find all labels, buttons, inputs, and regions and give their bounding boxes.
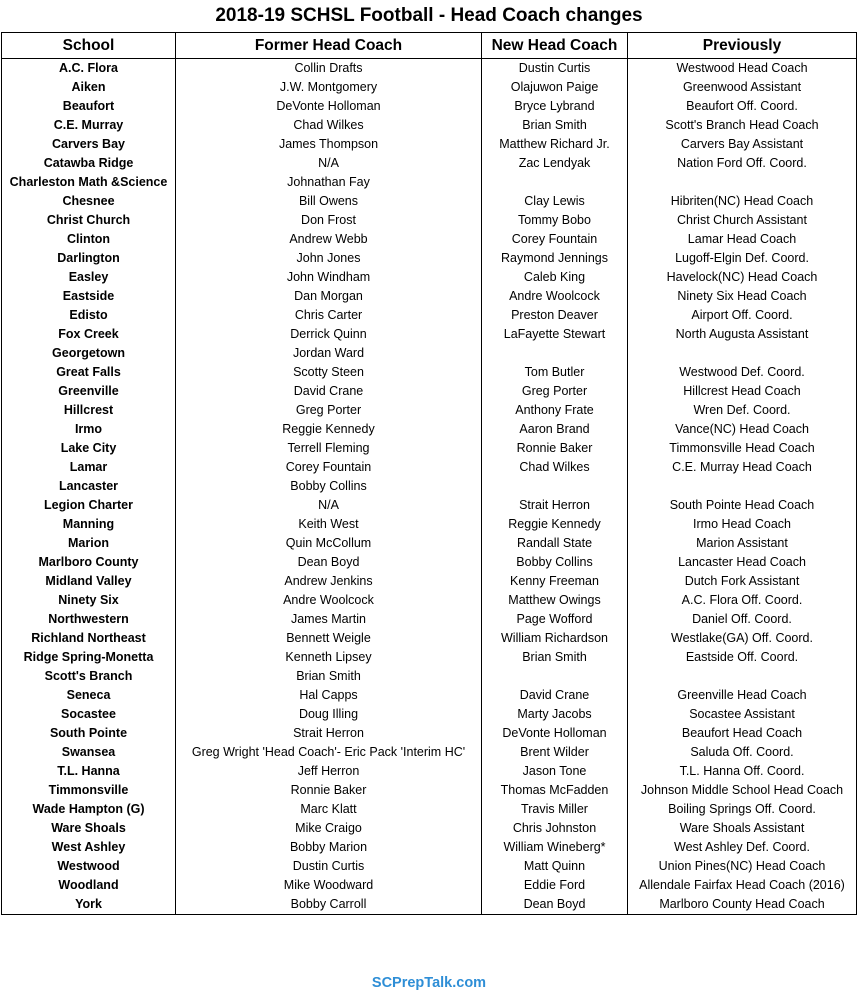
footer-site-link[interactable]: SCPrepTalk.com — [371, 975, 487, 991]
new-head-coach-cell: Corey Fountain — [482, 230, 628, 249]
school-cell: Beaufort — [2, 97, 176, 116]
school-cell: Fox Creek — [2, 325, 176, 344]
former-head-coach-cell: Andrew Jenkins — [176, 572, 482, 591]
former-head-coach-cell: Mike Craigo — [176, 819, 482, 838]
former-head-coach-cell: Bill Owens — [176, 192, 482, 211]
table-row — [2, 515, 857, 534]
previously-cell: Eastside Off. Coord. — [628, 648, 857, 667]
table-row — [2, 762, 857, 781]
previously-cell: Lancaster Head Coach — [628, 553, 857, 572]
former-head-coach-cell: Derrick Quinn — [176, 325, 482, 344]
table-row — [2, 230, 857, 249]
table-row — [2, 192, 857, 211]
previously-cell: Ninety Six Head Coach — [628, 287, 857, 306]
school-cell: Swansea — [2, 743, 176, 762]
table-row — [2, 382, 857, 401]
table-row — [2, 306, 857, 325]
table-row — [2, 743, 857, 762]
school-cell: Lamar — [2, 458, 176, 477]
previously-cell: Union Pines(NC) Head Coach — [628, 857, 857, 876]
new-head-coach-cell: Ronnie Baker — [482, 439, 628, 458]
previously-cell — [628, 667, 857, 686]
previously-cell — [628, 477, 857, 496]
new-head-coach-cell: Strait Herron — [482, 496, 628, 515]
school-cell: Legion Charter — [2, 496, 176, 515]
previously-cell: Beaufort Off. Coord. — [628, 97, 857, 116]
table-row — [2, 800, 857, 819]
new-head-coach-cell — [482, 173, 628, 192]
previously-cell: Ware Shoals Assistant — [628, 819, 857, 838]
table-row — [2, 420, 857, 439]
school-cell: Aiken — [2, 78, 176, 97]
school-cell: Ninety Six — [2, 591, 176, 610]
former-head-coach-cell: Collin Drafts — [176, 59, 482, 79]
school-cell: Clinton — [2, 230, 176, 249]
former-head-coach-cell: Jordan Ward — [176, 344, 482, 363]
table-row — [2, 876, 857, 895]
previously-cell: South Pointe Head Coach — [628, 496, 857, 515]
former-head-coach-cell: Mike Woodward — [176, 876, 482, 895]
header-previously: Previously — [628, 33, 857, 59]
former-head-coach-cell: Dean Boyd — [176, 553, 482, 572]
school-cell: Greenville — [2, 382, 176, 401]
table-row — [2, 724, 857, 743]
school-cell: Woodland — [2, 876, 176, 895]
new-head-coach-cell: Tom Butler — [482, 363, 628, 382]
school-cell: Easley — [2, 268, 176, 287]
table-row — [2, 97, 857, 116]
new-head-coach-cell: Matthew Owings — [482, 591, 628, 610]
former-head-coach-cell: Johnathan Fay — [176, 173, 482, 192]
new-head-coach-cell: Dean Boyd — [482, 895, 628, 915]
previously-cell: Hillcrest Head Coach — [628, 382, 857, 401]
previously-cell: A.C. Flora Off. Coord. — [628, 591, 857, 610]
former-head-coach-cell: Corey Fountain — [176, 458, 482, 477]
table-row — [2, 781, 857, 800]
school-cell: York — [2, 895, 176, 915]
former-head-coach-cell: Andrew Webb — [176, 230, 482, 249]
previously-cell: Greenville Head Coach — [628, 686, 857, 705]
school-cell: A.C. Flora — [2, 59, 176, 79]
new-head-coach-cell: DeVonte Holloman — [482, 724, 628, 743]
previously-cell: Westwood Def. Coord. — [628, 363, 857, 382]
previously-cell: Vance(NC) Head Coach — [628, 420, 857, 439]
previously-cell: Havelock(NC) Head Coach — [628, 268, 857, 287]
new-head-coach-cell: Raymond Jennings — [482, 249, 628, 268]
school-cell: Georgetown — [2, 344, 176, 363]
new-head-coach-cell: Dustin Curtis — [482, 59, 628, 79]
former-head-coach-cell: Scotty Steen — [176, 363, 482, 382]
new-head-coach-cell: Eddie Ford — [482, 876, 628, 895]
table-row — [2, 895, 857, 915]
school-cell: Chesnee — [2, 192, 176, 211]
table-row — [2, 287, 857, 306]
new-head-coach-cell: Olajuwon Paige — [482, 78, 628, 97]
new-head-coach-cell: Matthew Richard Jr. — [482, 135, 628, 154]
new-head-coach-cell: William Wineberg* — [482, 838, 628, 857]
previously-cell — [628, 173, 857, 192]
table-row — [2, 59, 857, 79]
previously-cell: Daniel Off. Coord. — [628, 610, 857, 629]
table-row — [2, 363, 857, 382]
new-head-coach-cell: Bobby Collins — [482, 553, 628, 572]
former-head-coach-cell: J.W. Montgomery — [176, 78, 482, 97]
table-row — [2, 610, 857, 629]
school-cell: Darlington — [2, 249, 176, 268]
former-head-coach-cell: Bobby Collins — [176, 477, 482, 496]
new-head-coach-cell: Brent Wilder — [482, 743, 628, 762]
previously-cell: Nation Ford Off. Coord. — [628, 154, 857, 173]
table-row — [2, 705, 857, 724]
former-head-coach-cell: Ronnie Baker — [176, 781, 482, 800]
new-head-coach-cell: Preston Deaver — [482, 306, 628, 325]
former-head-coach-cell: John Jones — [176, 249, 482, 268]
school-cell: Irmo — [2, 420, 176, 439]
school-cell: West Ashley — [2, 838, 176, 857]
table-row — [2, 496, 857, 515]
school-cell: Westwood — [2, 857, 176, 876]
former-head-coach-cell: Dan Morgan — [176, 287, 482, 306]
school-cell: Eastside — [2, 287, 176, 306]
school-cell: Socastee — [2, 705, 176, 724]
new-head-coach-cell: Chris Johnston — [482, 819, 628, 838]
former-head-coach-cell: Reggie Kennedy — [176, 420, 482, 439]
school-cell: South Pointe — [2, 724, 176, 743]
previously-cell: Dutch Fork Assistant — [628, 572, 857, 591]
header-former-head-coach: Former Head Coach — [176, 33, 482, 59]
former-head-coach-cell: Andre Woolcock — [176, 591, 482, 610]
former-head-coach-cell: Dustin Curtis — [176, 857, 482, 876]
previously-cell: Allendale Fairfax Head Coach (2016) — [628, 876, 857, 895]
school-cell: Richland Northeast — [2, 629, 176, 648]
new-head-coach-cell: David Crane — [482, 686, 628, 705]
table-row — [2, 401, 857, 420]
new-head-coach-cell: Travis Miller — [482, 800, 628, 819]
new-head-coach-cell: Brian Smith — [482, 116, 628, 135]
new-head-coach-cell: Zac Lendyak — [482, 154, 628, 173]
new-head-coach-cell: Matt Quinn — [482, 857, 628, 876]
new-head-coach-cell: Page Wofford — [482, 610, 628, 629]
previously-cell: Marlboro County Head Coach — [628, 895, 857, 915]
new-head-coach-cell: Clay Lewis — [482, 192, 628, 211]
new-head-coach-cell: Reggie Kennedy — [482, 515, 628, 534]
former-head-coach-cell: Bobby Carroll — [176, 895, 482, 915]
new-head-coach-cell: Tommy Bobo — [482, 211, 628, 230]
new-head-coach-cell: Anthony Frate — [482, 401, 628, 420]
table-row — [2, 325, 857, 344]
table-row — [2, 553, 857, 572]
table-row — [2, 477, 857, 496]
former-head-coach-cell: Greg Porter — [176, 401, 482, 420]
new-head-coach-cell: Chad Wilkes — [482, 458, 628, 477]
new-head-coach-cell: LaFayette Stewart — [482, 325, 628, 344]
school-cell: Timmonsville — [2, 781, 176, 800]
new-head-coach-cell — [482, 344, 628, 363]
school-cell: Northwestern — [2, 610, 176, 629]
table-row — [2, 78, 857, 97]
new-head-coach-cell: William Richardson — [482, 629, 628, 648]
table-row — [2, 154, 857, 173]
former-head-coach-cell: John Windham — [176, 268, 482, 287]
table-row — [2, 857, 857, 876]
former-head-coach-cell: Strait Herron — [176, 724, 482, 743]
previously-cell: T.L. Hanna Off. Coord. — [628, 762, 857, 781]
former-head-coach-cell: James Thompson — [176, 135, 482, 154]
new-head-coach-cell: Kenny Freeman — [482, 572, 628, 591]
previously-cell: North Augusta Assistant — [628, 325, 857, 344]
previously-cell: Airport Off. Coord. — [628, 306, 857, 325]
previously-cell: Socastee Assistant — [628, 705, 857, 724]
new-head-coach-cell: Caleb King — [482, 268, 628, 287]
table-row — [2, 572, 857, 591]
school-cell: Catawba Ridge — [2, 154, 176, 173]
school-cell: T.L. Hanna — [2, 762, 176, 781]
school-cell: Midland Valley — [2, 572, 176, 591]
former-head-coach-cell: DeVonte Holloman — [176, 97, 482, 116]
school-cell: Great Falls — [2, 363, 176, 382]
new-head-coach-cell: Randall State — [482, 534, 628, 553]
school-cell: Marion — [2, 534, 176, 553]
former-head-coach-cell: Bennett Weigle — [176, 629, 482, 648]
former-head-coach-cell: Chris Carter — [176, 306, 482, 325]
page-title: 2018-19 SCHSL Football - Head Coach changes — [215, 5, 643, 26]
former-head-coach-cell: Chad Wilkes — [176, 116, 482, 135]
previously-cell: Marion Assistant — [628, 534, 857, 553]
former-head-coach-cell: Quin McCollum — [176, 534, 482, 553]
school-cell: Charleston Math &Science — [2, 173, 176, 192]
school-cell: Wade Hampton (G) — [2, 800, 176, 819]
table-row — [2, 173, 857, 192]
school-cell: Edisto — [2, 306, 176, 325]
school-cell: Christ Church — [2, 211, 176, 230]
table-row — [2, 135, 857, 154]
former-head-coach-cell: Bobby Marion — [176, 838, 482, 857]
previously-cell: Scott's Branch Head Coach — [628, 116, 857, 135]
table-row — [2, 591, 857, 610]
school-cell: Lancaster — [2, 477, 176, 496]
new-head-coach-cell: Greg Porter — [482, 382, 628, 401]
coach-changes-table — [1, 32, 857, 915]
school-cell: Marlboro County — [2, 553, 176, 572]
previously-cell: Hibriten(NC) Head Coach — [628, 192, 857, 211]
header-row — [2, 33, 857, 59]
former-head-coach-cell: N/A — [176, 154, 482, 173]
table-row — [2, 534, 857, 553]
previously-cell: Timmonsville Head Coach — [628, 439, 857, 458]
former-head-coach-cell: Don Frost — [176, 211, 482, 230]
former-head-coach-cell: David Crane — [176, 382, 482, 401]
previously-cell: Lugoff-Elgin Def. Coord. — [628, 249, 857, 268]
table-row — [2, 667, 857, 686]
table-row — [2, 344, 857, 363]
school-cell: Ware Shoals — [2, 819, 176, 838]
school-cell: C.E. Murray — [2, 116, 176, 135]
table-body — [2, 59, 857, 915]
previously-cell — [628, 344, 857, 363]
table-row — [2, 439, 857, 458]
table-row — [2, 116, 857, 135]
table-row — [2, 629, 857, 648]
former-head-coach-cell: Terrell Fleming — [176, 439, 482, 458]
new-head-coach-cell: Thomas McFadden — [482, 781, 628, 800]
former-head-coach-cell: Doug Illing — [176, 705, 482, 724]
previously-cell: Saluda Off. Coord. — [628, 743, 857, 762]
table-row — [2, 648, 857, 667]
former-head-coach-cell: Brian Smith — [176, 667, 482, 686]
new-head-coach-cell: Aaron Brand — [482, 420, 628, 439]
table-row — [2, 838, 857, 857]
table-row — [2, 249, 857, 268]
previously-cell: Westlake(GA) Off. Coord. — [628, 629, 857, 648]
former-head-coach-cell: Hal Capps — [176, 686, 482, 705]
previously-cell: Westwood Head Coach — [628, 59, 857, 79]
new-head-coach-cell: Andre Woolcock — [482, 287, 628, 306]
previously-cell: Beaufort Head Coach — [628, 724, 857, 743]
previously-cell: C.E. Murray Head Coach — [628, 458, 857, 477]
previously-cell: West Ashley Def. Coord. — [628, 838, 857, 857]
new-head-coach-cell: Marty Jacobs — [482, 705, 628, 724]
previously-cell: Boiling Springs Off. Coord. — [628, 800, 857, 819]
former-head-coach-cell: Greg Wright 'Head Coach'- Eric Pack 'Interim HC' — [176, 743, 482, 762]
school-cell: Scott's Branch — [2, 667, 176, 686]
former-head-coach-cell: Keith West — [176, 515, 482, 534]
table-row — [2, 686, 857, 705]
school-cell: Ridge Spring-Monetta — [2, 648, 176, 667]
header-school: School — [2, 33, 176, 59]
former-head-coach-cell: N/A — [176, 496, 482, 515]
new-head-coach-cell: Brian Smith — [482, 648, 628, 667]
previously-cell: Johnson Middle School Head Coach — [628, 781, 857, 800]
new-head-coach-cell: Jason Tone — [482, 762, 628, 781]
table-row — [2, 819, 857, 838]
previously-cell: Carvers Bay Assistant — [628, 135, 857, 154]
table-row — [2, 268, 857, 287]
school-cell: Hillcrest — [2, 401, 176, 420]
former-head-coach-cell: Jeff Herron — [176, 762, 482, 781]
previously-cell: Lamar Head Coach — [628, 230, 857, 249]
header-new-head-coach: New Head Coach — [482, 33, 628, 59]
school-cell: Lake City — [2, 439, 176, 458]
previously-cell: Wren Def. Coord. — [628, 401, 857, 420]
school-cell: Manning — [2, 515, 176, 534]
new-head-coach-cell — [482, 667, 628, 686]
table-row — [2, 458, 857, 477]
new-head-coach-cell — [482, 477, 628, 496]
former-head-coach-cell: James Martin — [176, 610, 482, 629]
previously-cell: Greenwood Assistant — [628, 78, 857, 97]
new-head-coach-cell: Bryce Lybrand — [482, 97, 628, 116]
school-cell: Carvers Bay — [2, 135, 176, 154]
former-head-coach-cell: Marc Klatt — [176, 800, 482, 819]
previously-cell: Irmo Head Coach — [628, 515, 857, 534]
former-head-coach-cell: Kenneth Lipsey — [176, 648, 482, 667]
school-cell: Seneca — [2, 686, 176, 705]
previously-cell: Christ Church Assistant — [628, 211, 857, 230]
table-row — [2, 211, 857, 230]
